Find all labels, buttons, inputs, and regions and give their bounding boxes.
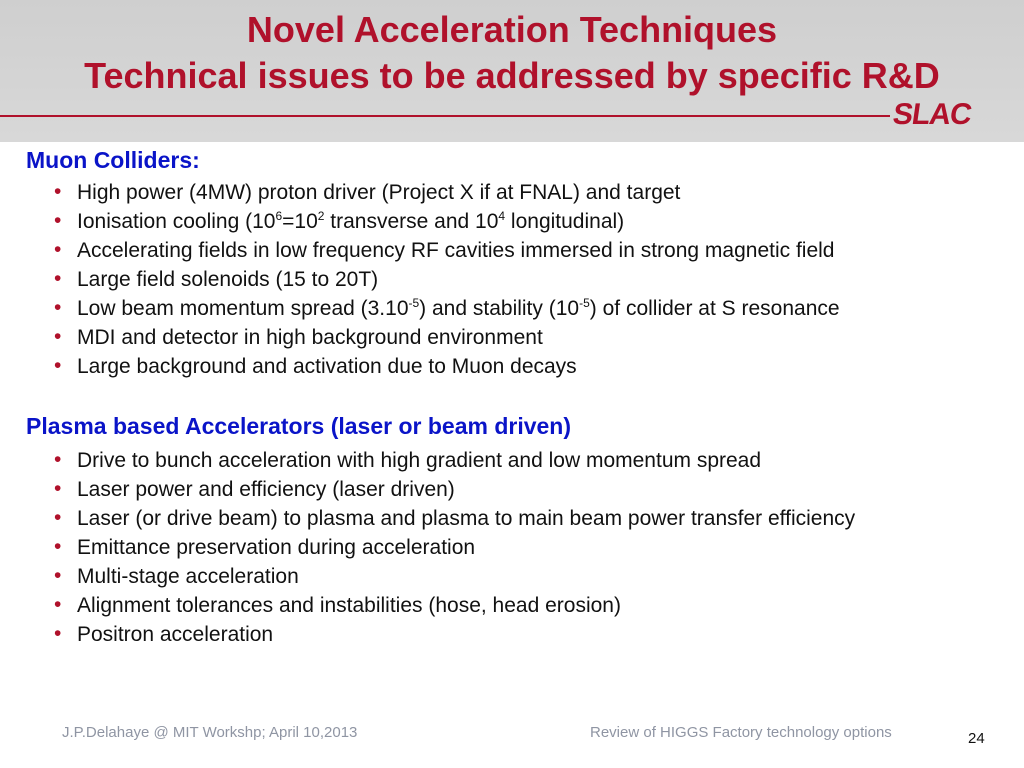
bullet-icon: • [54, 448, 62, 471]
bullet-icon: • [54, 506, 62, 529]
bullet-icon: • [54, 354, 62, 377]
list-item: • Low beam momentum spread $(3.10^{-5})$ and stability $(10^{-5})$ of collider at S resonance [54, 294, 840, 323]
list-item: • Ionisation cooling ($10^6=10^2$ transverse and $10^4$ longitudinal) [54, 207, 840, 236]
bullet-icon: • [54, 535, 62, 558]
list-item: • Large background and activation due to Muon decays [54, 352, 840, 381]
bullet-icon: • [54, 477, 62, 500]
list-item: • Positron acceleration [54, 620, 855, 649]
footer-author: J.P.Delahaye @ MIT Workshp; April 10,2013 [62, 724, 358, 741]
bullet-icon: • [54, 180, 62, 203]
bullet-icon: • [54, 622, 62, 645]
list-item: • Alignment tolerances and instabilities (hose, head erosion) [54, 591, 855, 620]
section-title-plasma-accelerators: Plasma based Accelerators (laser or beam driven) [26, 413, 572, 439]
list-item: • Emittance preservation during acceleration [54, 533, 855, 562]
slide-title: Novel Acceleration Techniques [246, 9, 778, 50]
bullet-icon: • [54, 564, 62, 587]
list-item: • Large field solenoids (15 to 20T) [54, 265, 840, 294]
list-item: • Multi-stage acceleration [54, 562, 855, 591]
footer-title: Review of HIGGS Factory technology options [590, 724, 892, 741]
bullet-icon: • [54, 267, 62, 290]
plasma-accelerators-list [54, 446, 855, 649]
slac-logo: SLAC [890, 98, 974, 131]
list-item: • Drive to bunch acceleration with high gradient and low momentum spread [54, 446, 855, 475]
section-title-muon-colliders: Muon Colliders: [26, 147, 200, 173]
muon-colliders-list [54, 178, 840, 381]
list-item: • MDI and detector in high background environment [54, 323, 840, 352]
bullet-icon: • [54, 296, 62, 319]
bullet-icon: • [54, 238, 62, 261]
slide-header [0, 0, 1024, 142]
bullet-icon: • [54, 325, 62, 348]
list-item: • Laser power and efficiency (laser driven) [54, 475, 855, 504]
slide-subtitle: Technical issues to be addressed by specific R&D [84, 55, 940, 96]
page-number: 24 [968, 730, 985, 747]
header-divider [0, 115, 890, 117]
list-item: • Laser (or drive beam) to plasma and plasma to main beam power transfer efficiency [54, 504, 855, 533]
list-item: • High power (4MW) proton driver (Project X if at FNAL) and target [54, 178, 840, 207]
list-item: • Accelerating fields in low frequency RF cavities immersed in strong magnetic field [54, 236, 840, 265]
bullet-icon: • [54, 209, 62, 232]
bullet-icon: • [54, 593, 62, 616]
